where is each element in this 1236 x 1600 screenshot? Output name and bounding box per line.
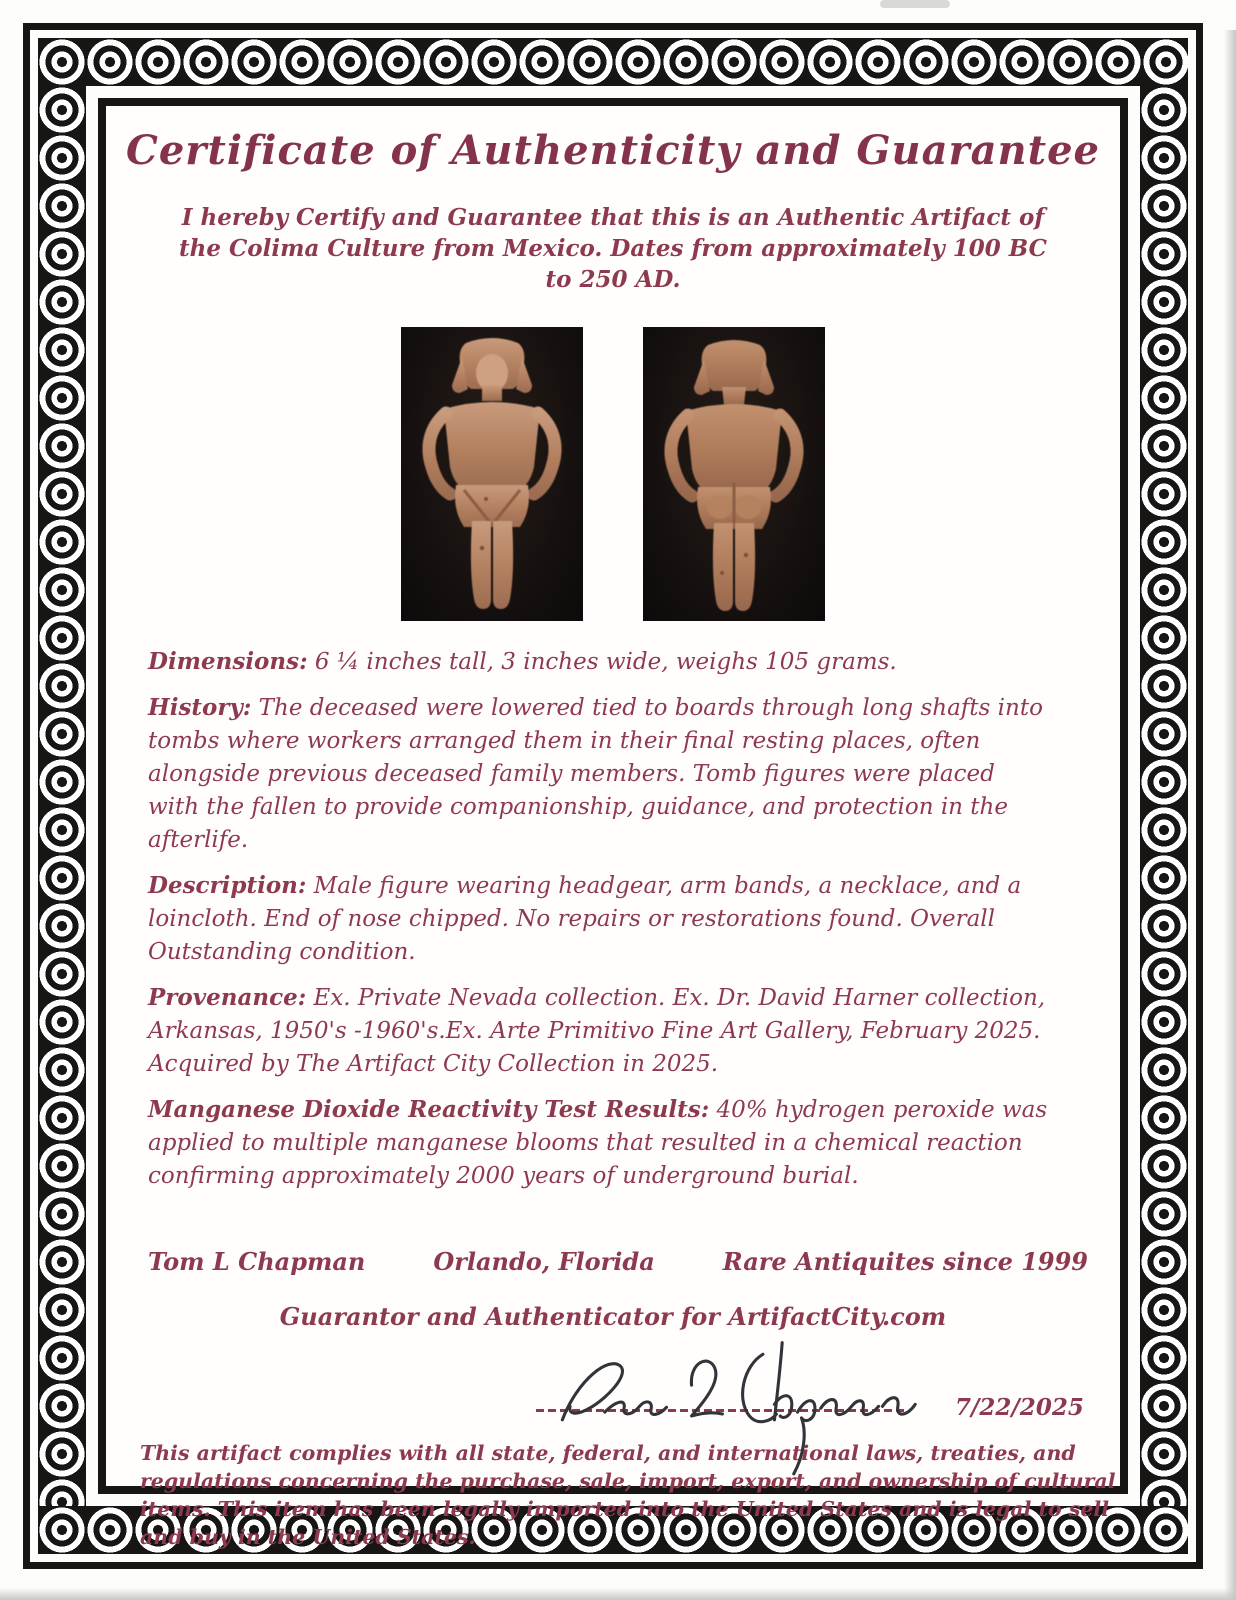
signature-block (106, 1333, 1120, 1431)
artifact-photos (106, 327, 1120, 621)
section-provenance (148, 981, 1048, 1081)
authenticator-name: Tom L Chapman (148, 1247, 366, 1276)
authenticator-row (148, 1245, 1088, 1278)
section-label: Manganese Dioxide Reactivity Test Results: (148, 1096, 710, 1123)
scan-edge-right (1224, 30, 1236, 1600)
scan-smudge (880, 0, 950, 8)
authenticator-tagline: Rare Antiquites since 1999 (722, 1247, 1088, 1276)
certificate-content (106, 106, 1120, 1549)
bullseye-band-top (38, 38, 1188, 86)
figure-back-illustration (658, 333, 810, 615)
scan-edge-bottom (0, 1588, 1236, 1600)
section-description (148, 869, 1048, 969)
section-text: Ex. Private Nevada collection. Ex. Dr. David Harner collection, Arkansas, 1950's -1960's.Ex. Arte Primitivo Fine Art Gallery, February 2025. Acquired by The Artifact City Collection in 2025. (148, 985, 1046, 1077)
artifact-photo-back (643, 327, 825, 621)
section-text: Male figure wearing headgear, arm bands, a necklace, and a loincloth. End of nose chipped. No repairs or restorations found. Overall Outstanding condition. (148, 873, 1022, 965)
authenticator-location: Orlando, Florida (433, 1247, 655, 1276)
legal-compliance-statement: This artifact complies with all state, federal, and international laws, treaties, and regulations concerning the purchase, sale, import, export, and ownership of cultural items. This item has been legally imported into the United States and is legal to sell and buy in the United States. (140, 1441, 1116, 1549)
section-label: Provenance: (148, 984, 307, 1011)
section-label: Dimensions: (148, 648, 308, 675)
signature-autograph (545, 1327, 921, 1477)
artifact-photo-front (401, 327, 583, 621)
section-history (148, 691, 1048, 857)
guarantor-role-line: Guarantor and Authenticator for ArtifactCity.com (279, 1302, 947, 1331)
ornate-border-frame (23, 23, 1203, 1569)
section-text: 40% hydrogen peroxide was applied to multiple manganese blooms that resulted in a chemical reaction confirming approximately 2000 years of underground burial. (148, 1097, 1048, 1189)
section-label: Description: (148, 872, 307, 899)
certificate-title: Certificate of Authenticity and Guarantee (126, 127, 1100, 174)
certification-statement: I hereby Certify and Guarantee that this is an Authentic Artifact of the Colima Culture from Mexico. Dates from approximately 100 BC to 250 AD. (179, 204, 1047, 293)
signature-date: 7/22/2025 (955, 1394, 1084, 1421)
section-label: History: (148, 694, 252, 721)
section-dimensions (148, 645, 1048, 679)
figure-front-illustration (416, 333, 568, 615)
section-text: The deceased were lowered tied to boards through long shafts into tombs where workers arranged them in their final resting places, often alongside previous deceased family members. Tomb figures were placed with the fallen to provide companionship, guidance, and protection in the afterlife. (148, 695, 1043, 853)
section-text: 6 ¼ inches tall, 3 inches wide, weighs 105 grams. (314, 649, 897, 675)
bullseye-band-left (38, 86, 86, 1506)
section-manganese-test (148, 1093, 1048, 1193)
bullseye-band-right (1140, 86, 1188, 1506)
